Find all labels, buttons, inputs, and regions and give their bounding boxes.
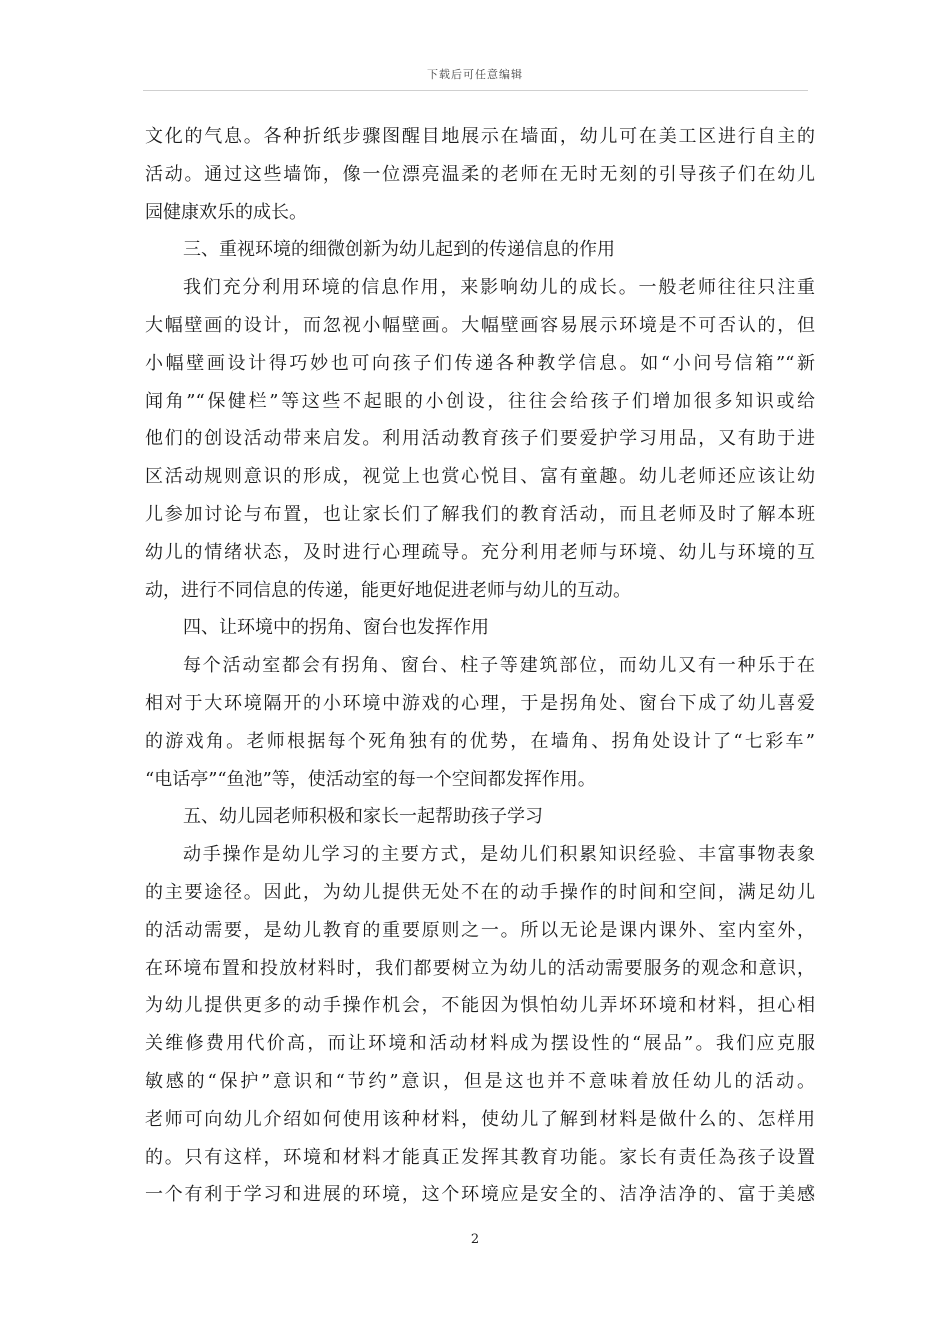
paragraph: [145, 269, 815, 609]
section-heading: [145, 231, 815, 269]
text-line: 敏感的“保护”意识和“节约”意识，但是这也并不意味着放任幼儿的活动。: [145, 1070, 815, 1092]
text-line: 的游戏角。老师根据每个死角独有的优势，在墙角、拐角处设计了“七彩车”: [145, 730, 815, 752]
text-line: 我们充分利用环境的信息作用，来影响幼儿的成长。一般老师往往只注重: [183, 277, 815, 299]
section-heading-text: 四、让环境中的拐角、窗台也发挥作用: [183, 617, 489, 639]
text-line: 小幅壁画设计得巧妙也可向孩子们传递各种教学信息。如“小问号信箱”“新: [145, 352, 815, 374]
page-number: 2: [470, 1232, 480, 1247]
header-note: 下载后可任意编辑: [427, 68, 523, 81]
text-line: 园健康欢乐的成长。: [145, 201, 307, 223]
text-line: 的活动需要，是幼儿教育的重要原则之一。所以无论是课内课外、室内室外，: [145, 919, 815, 941]
text-line: 大幅壁画的设计，而忽视小幅壁画。大幅壁画容易展示环境是不可否认的，但: [145, 314, 815, 336]
header-divider: [143, 90, 808, 91]
text-line: 一个有利于学习和进展的环境，这个环境应是安全的、洁净洁净的、富于美感: [145, 1184, 815, 1206]
section-heading: [145, 609, 815, 647]
text-line: 文化的气息。各种折纸步骤图醒目地展示在墙面，幼儿可在美工区进行自主的: [145, 126, 815, 147]
text-line: 为幼儿提供更多的动手操作机会，不能因为惧怕幼儿弄坏环境和材料，担心相: [145, 995, 815, 1017]
paragraph: [145, 647, 815, 798]
document-body: [145, 118, 815, 1214]
text-line: 动，进行不同信息的传递，能更好地促进老师与幼儿的互动。: [145, 579, 631, 601]
section-heading-text: 五、幼儿园老师积极和家长一起帮助孩子学习: [183, 806, 543, 828]
text-line: “电话亭”“鱼池”等，使活动室的每一个空间都发挥作用。: [145, 768, 596, 790]
text-line: 关维修费用代价高，而让环境和活动材料成为摆设性的“展品”。我们应克服: [145, 1033, 815, 1055]
text-line: 老师可向幼儿介绍如何使用该种材料，使幼儿了解到材料是做什么的、怎样用: [145, 1108, 815, 1130]
section-heading-text: 三、重视环境的细微创新为幼儿起到的传递信息的作用: [183, 239, 615, 261]
text-line: 的主要途径。因此，为幼儿提供无处不在的动手操作的时间和空间，满足幼儿: [145, 881, 815, 903]
text-line: 的。只有这样，环境和材料才能真正发挥其教育功能。家长有责任為孩子设置: [145, 1146, 815, 1168]
text-line: 动手操作是幼儿学习的主要方式，是幼儿们积累知识经验、丰富事物表象: [183, 844, 815, 866]
paragraph: [145, 836, 815, 1214]
text-line: 相对于大环境隔开的小环境中游戏的心理，于是拐角处、窗台下成了幼儿喜爱: [145, 692, 815, 714]
text-line: 在环境布置和投放材料时，我们都要树立为幼儿的活动需要服务的观念和意识，: [145, 957, 815, 979]
paragraph: [145, 118, 815, 231]
text-line: 每个活动室都会有拐角、窗台、柱子等建筑部位，而幼儿又有一种乐于在: [183, 655, 815, 677]
text-line: 他们的创设活动带来启发。利用活动教育孩子们要爱护学习用品，又有助于进: [145, 428, 815, 450]
text-line: 儿参加讨论与布置，也让家长们了解我们的教育活动，而且老师及时了解本班: [145, 503, 815, 525]
text-line: 闻角”“保健栏”等这些不起眼的小创设，往往会给孩子们增加很多知识或给: [145, 390, 815, 412]
text-line: 幼儿的情绪状态，及时进行心理疏导。充分利用老师与环境、幼儿与环境的互: [145, 541, 815, 563]
section-heading: [145, 798, 815, 836]
text-line: 活动。通过这些墙饰，像一位漂亮温柔的老师在无时无刻的引导孩子们在幼儿: [145, 163, 815, 185]
text-line: 区活动规则意识的形成，视觉上也赏心悦目、富有童趣。幼儿老师还应该让幼: [145, 466, 815, 488]
